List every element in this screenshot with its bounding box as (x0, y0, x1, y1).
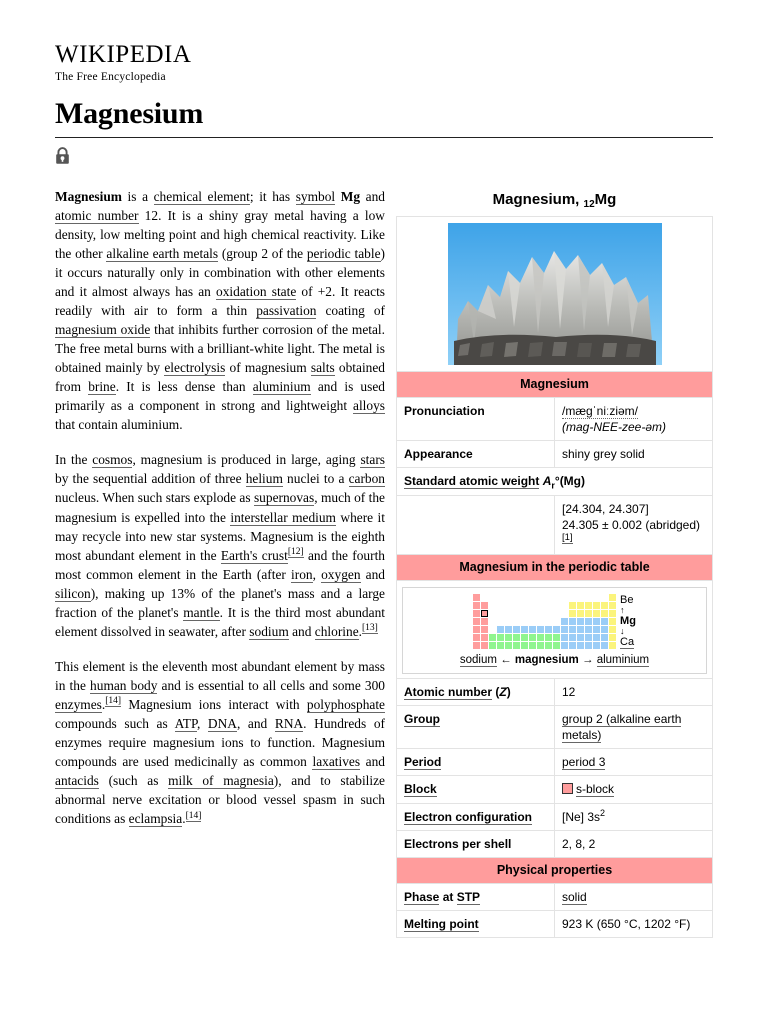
link-silicon[interactable]: silicon (55, 585, 91, 601)
value-group (555, 705, 713, 748)
link-alkaline-earth-metals[interactable]: alkaline earth metals (106, 246, 219, 262)
pronunciation-ipa[interactable]: /mæɡˈniːziəm/ (562, 403, 639, 418)
link-laxatives[interactable]: laxatives (312, 753, 361, 769)
infobox-row-period (397, 749, 713, 776)
link-chemical-element[interactable]: chemical element (153, 189, 250, 204)
mg-cell-highlight (481, 610, 488, 617)
label-atomic-number: Atomic number (Z) (397, 678, 555, 705)
infobox-row-electron-configuration (397, 803, 713, 830)
link-standard-atomic-weight[interactable]: Standard atomic weight (404, 474, 540, 489)
value-period (555, 749, 713, 776)
arrow-down-icon: ↓ (620, 626, 625, 637)
article-text-column (55, 187, 385, 828)
link-atp[interactable]: ATP (174, 715, 197, 731)
atomic-number-symbol: Z (499, 684, 507, 699)
link-periodic-table[interactable]: periodic table (306, 246, 381, 262)
reference-13[interactable]: [13] (362, 623, 378, 634)
title-divider (55, 137, 713, 138)
infobox-image-cell (397, 217, 713, 372)
periodic-table-flex (407, 594, 702, 649)
link-eclampsia[interactable]: eclampsia (128, 810, 183, 826)
infobox-title-name: Magnesium, (492, 191, 584, 208)
value-appearance: shiny grey solid (555, 441, 713, 468)
link-oxygen[interactable]: oxygen (321, 566, 361, 582)
caption-current-magnesium: magnesium (514, 654, 579, 667)
infobox-title-symbol: Mg (594, 191, 617, 208)
label-group (397, 705, 555, 748)
label-appearance: Appearance (397, 441, 555, 468)
reference-1[interactable]: [1] (562, 532, 573, 543)
weight-symbol-rest: °(Mg) (554, 474, 586, 489)
link-brine[interactable]: brine (88, 379, 116, 395)
link-mantle[interactable]: mantle (183, 604, 220, 620)
infobox-row-periodic-table (397, 581, 713, 679)
label-electrons-per-shell: Electrons per shell (397, 830, 555, 857)
link-chlorine[interactable]: chlorine (314, 623, 359, 639)
infobox-title-atomic-number: 12 (583, 199, 595, 210)
periodic-table-grid (473, 594, 616, 649)
link-block[interactable]: Block (404, 782, 437, 797)
infobox-section-physical (397, 857, 713, 883)
link-stars[interactable]: stars (360, 452, 385, 468)
link-antacids[interactable]: antacids (55, 772, 99, 788)
weight-interval: [24.304, 24.307] (562, 501, 649, 516)
padlock-icon[interactable] (55, 147, 70, 170)
link-salts[interactable]: salts (310, 360, 335, 376)
section-header-periodic-table: Magnesium in the periodic table (397, 555, 713, 581)
link-magnesium-oxide[interactable]: magnesium oxide (55, 322, 151, 338)
infobox-row-melting-point (397, 910, 713, 937)
wikipedia-wordmark (55, 42, 713, 67)
arrow-up-icon: ↑ (620, 605, 625, 616)
arrow-right-icon: → (581, 654, 594, 667)
symbol-mg: Mg (340, 189, 361, 204)
pronunciation-respelling: (mag-NEE-zee-əm) (562, 420, 667, 435)
link-earths-crust[interactable]: Earth's crust (220, 547, 288, 563)
site-masthead (55, 0, 713, 169)
reference-14a[interactable]: [14] (105, 696, 122, 707)
periodic-table-caption (407, 653, 702, 669)
s-block-color-swatch (562, 783, 573, 794)
value-phase (555, 883, 713, 910)
link-oxidation-state[interactable]: oxidation state (216, 284, 297, 300)
value-electron-configuration (555, 803, 713, 830)
link-cosmos[interactable]: cosmos (92, 452, 133, 468)
weight-spacer (397, 495, 555, 555)
lead-paragraph-2: In the cosmos, magnesium is produced in large, aging stars by the sequential addition of three helium nuclei to a carbon nucleus. When such stars explode as supernovas, much of the magnesium is expelled into the interstellar medium where it may recycle into new star systems. Magnesium is the eighth most abundant element in the Earth's crust[12] and the fourth most common element in the Earth (after iron, oxygen and silicon), making up 13% of the planet's mass and a large fraction of the planet's mantle. It is the third most abundant element dissolved in seawater, after sodium and chlorine.[13] (55, 452, 386, 639)
infobox-table (396, 216, 713, 938)
infobox-row-appearance (397, 441, 713, 468)
link-group-2[interactable]: group 2 (alkaline earth metals) (562, 711, 682, 742)
value-standard-atomic-weight (555, 495, 713, 555)
link-supernovas[interactable]: supernovas (253, 490, 315, 506)
link-milk-of-magnesia[interactable]: milk of magnesia (168, 772, 274, 788)
neighbor-above[interactable]: Be (620, 593, 634, 606)
protection-row (55, 147, 713, 169)
link-atomic-number-infobox[interactable]: Atomic number (404, 684, 493, 699)
value-electrons-per-shell: 2, 8, 2 (555, 830, 713, 857)
link-dna[interactable]: DNA (207, 715, 237, 731)
neighbor-current: Mg (620, 614, 636, 627)
label-period (397, 749, 555, 776)
term-magnesium: Magnesium (55, 189, 122, 204)
reference-12[interactable]: [12] (287, 547, 304, 558)
link-symbol[interactable]: symbol (295, 189, 336, 204)
infobox-row-weight-values (397, 495, 713, 555)
link-passivation[interactable]: passivation (256, 303, 317, 319)
link-stp[interactable]: STP (456, 889, 481, 904)
arrow-left-icon: ← (500, 654, 512, 667)
infobox-row-phase (397, 883, 713, 910)
neighbor-below[interactable]: Ca (620, 635, 635, 648)
value-block (555, 776, 713, 803)
label-standard-atomic-weight (397, 468, 713, 495)
infobox-section-periodic (397, 555, 713, 581)
reference-14b[interactable]: [14] (185, 810, 202, 821)
weight-symbol-r: r (551, 480, 555, 491)
label-melting-point (397, 910, 555, 937)
label-block (397, 776, 555, 803)
infobox-row-electrons-per-shell (397, 830, 713, 857)
periodic-table-cell (397, 581, 713, 679)
element-infobox (396, 187, 713, 938)
link-electron-configuration[interactable]: Electron configuration (404, 809, 533, 824)
weight-abridged-line (562, 517, 705, 549)
link-period[interactable]: Period (404, 755, 442, 770)
link-solid[interactable]: solid (562, 889, 587, 904)
lead-paragraph-3: This element is the eleventh most abundant element by mass in the human body and is essential to all cells and some 300 enzymes.[14] Magnesium ions interact with polyphosphate compounds such as ATP, DNA, and RNA. Hundreds of enzymes require magnesium ions to function. Magnesium compounds are used medicinally as common laxatives and antacids (such as milk of magnesia), and to stabilize abnormal nerve excitation or blood vessel spasm in such conditions as eclampsia.[14] (55, 658, 386, 826)
link-helium[interactable]: helium (245, 471, 283, 487)
mini-periodic-table[interactable] (402, 587, 707, 674)
value-atomic-number: 12 (555, 678, 713, 705)
caption-link-sodium[interactable]: sodium (459, 654, 497, 667)
weight-abridged: 24.305 ± 0.002 (abridged) (562, 517, 701, 532)
section-header-physical-properties: Physical properties (397, 857, 713, 883)
label-pronunciation: Pronunciation (397, 397, 555, 440)
infobox-row-group (397, 705, 713, 748)
link-polyphosphate[interactable]: polyphosphate (306, 696, 385, 712)
link-electrolysis[interactable]: electrolysis (164, 360, 226, 376)
link-carbon[interactable]: carbon (348, 471, 385, 487)
weight-symbol-a: A (542, 474, 552, 489)
link-atomic-number[interactable]: atomic number (55, 208, 139, 224)
label-phase: Phase at STP (397, 883, 555, 910)
label-electron-configuration (397, 803, 555, 830)
caption-link-aluminium[interactable]: aluminium (596, 654, 650, 667)
infobox-title (396, 187, 713, 216)
infobox-image-row (397, 217, 713, 372)
wordmark-text: WIKIPEDIA (55, 41, 192, 68)
link-group[interactable]: Group (404, 711, 440, 726)
econfig-exponent: 2 (600, 807, 606, 818)
link-phase[interactable]: Phase (404, 889, 440, 904)
link-alloys[interactable]: alloys (353, 398, 385, 414)
link-period-3[interactable]: period 3 (562, 755, 606, 770)
lead-paragraph-1: Magnesium is a chemical element; it has symbol Mg and atomic number 12. It is a shiny gray metal having a low density, low melting point and high chemical reactivity. Like the other alkaline earth metals (group 2 of the periodic table) it occurs naturally only in combination with other elements and it almost always has an oxidation state of +2. It reacts readily with air to form a thin passivation coating of magnesium oxide that inhibits further corrosion of the metal. The free metal burns with a brilliant-white light. The metal is obtained mainly by electrolysis of magnesium salts obtained from brine. It is less dense than aluminium and is used primarily as a component in strong and lightweight alloys that contain aluminium. (55, 189, 385, 433)
link-rna[interactable]: RNA (274, 715, 304, 731)
link-melting-point[interactable]: Melting point (404, 916, 479, 931)
article-content (55, 187, 713, 931)
link-s-block[interactable]: s-block (576, 782, 615, 797)
infobox-row-block (397, 776, 713, 803)
link-iron[interactable]: iron (291, 566, 313, 582)
infobox-section-element (397, 372, 713, 398)
page-title: Magnesium (55, 97, 204, 130)
site-tagline: The Free Encyclopedia (55, 71, 166, 83)
link-human-body[interactable]: human body (90, 677, 158, 693)
value-melting-point: 923 K (650 °C, 1202 °F) (555, 910, 713, 937)
infobox-row-weight-header (397, 468, 713, 495)
link-interstellar-medium[interactable]: interstellar medium (230, 509, 336, 525)
econfig-base: [Ne] 3s (562, 809, 601, 824)
magnesium-sample-image (448, 223, 662, 365)
periodic-neighbors-nav (620, 595, 636, 650)
section-header-element: Magnesium (397, 372, 713, 398)
infobox-row-pronunciation (397, 397, 713, 440)
infobox-row-atomic-number (397, 678, 713, 705)
link-enzymes[interactable]: enzymes (55, 696, 102, 712)
value-pronunciation (555, 397, 713, 440)
link-aluminium[interactable]: aluminium (252, 379, 311, 395)
link-sodium[interactable]: sodium (249, 623, 289, 639)
